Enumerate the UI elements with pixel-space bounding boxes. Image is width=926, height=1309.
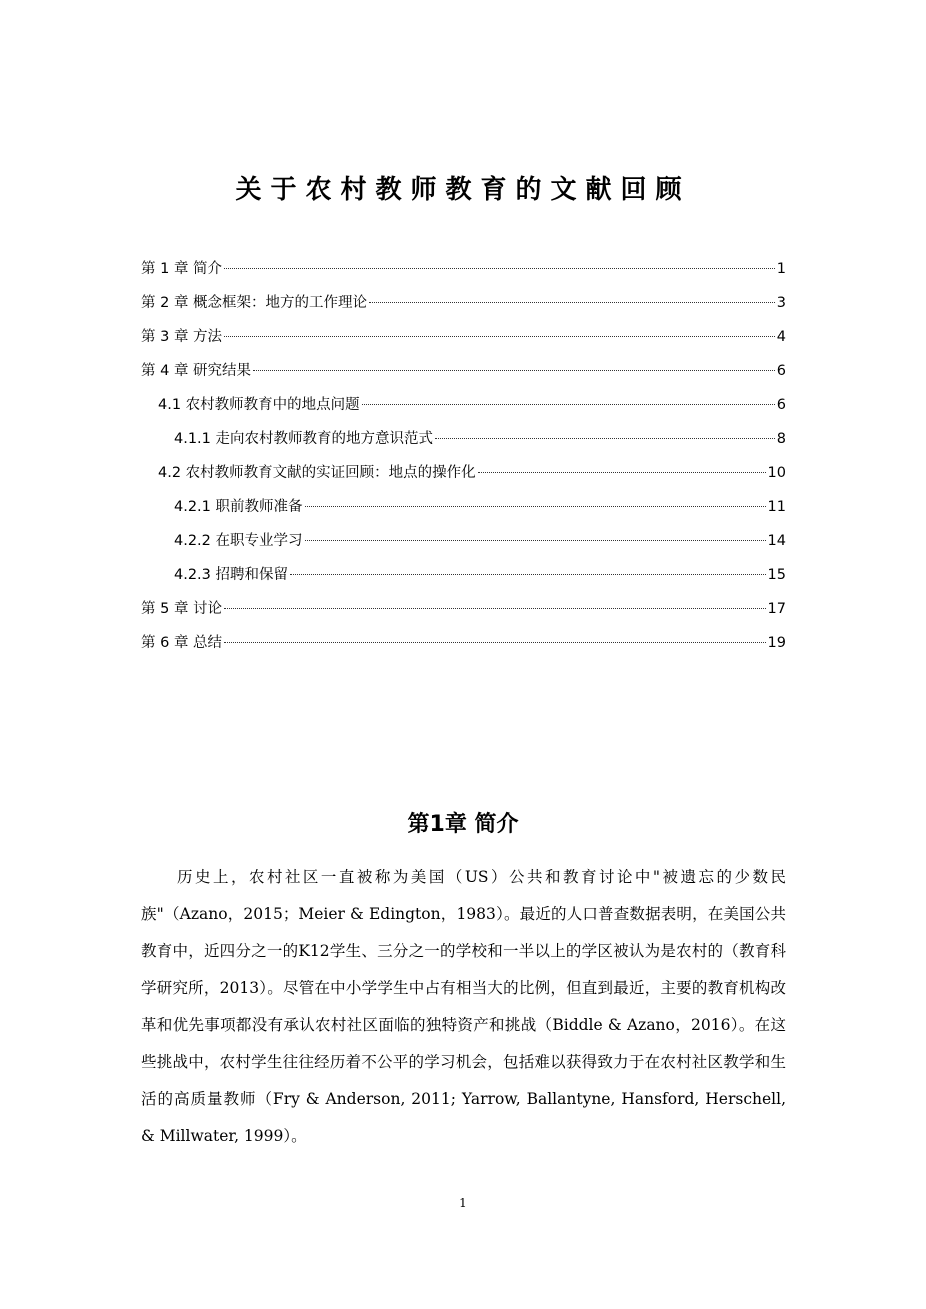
toc-entry-chapter-5[interactable] — [141, 597, 786, 621]
toc-entry-page: 10 — [767, 465, 786, 481]
toc-entry-page: 1 — [776, 261, 786, 277]
toc-dot-leader — [369, 302, 775, 303]
toc-entry-chapter-2[interactable] — [141, 291, 786, 315]
chapter-heading: 第1章 简介 — [407, 812, 519, 837]
toc-dot-leader — [362, 404, 775, 405]
toc-entry-label: 第 2 章 概念框架：地方的工作理论 — [141, 295, 368, 311]
toc-entry-section-4-1-1[interactable] — [141, 427, 786, 451]
toc-entry-section-4-1[interactable] — [141, 393, 786, 417]
toc-entry-label: 第 6 章 总结 — [141, 635, 223, 651]
toc-entry-chapter-1[interactable] — [141, 257, 786, 281]
toc-dot-leader — [435, 438, 775, 439]
toc-entry-page: 8 — [776, 431, 786, 447]
toc-entry-label: 第 1 章 简介 — [141, 261, 223, 277]
toc-entry-page: 11 — [767, 499, 786, 515]
toc-dot-leader — [224, 268, 775, 269]
toc-entry-page: 19 — [767, 635, 786, 651]
toc-dot-leader — [478, 472, 766, 473]
toc-entry-page: 6 — [776, 363, 786, 379]
toc-entry-page: 3 — [776, 295, 786, 311]
toc-entry-section-4-2-1[interactable] — [141, 495, 786, 519]
toc-entry-page: 15 — [767, 567, 786, 583]
toc-entry-page: 14 — [767, 533, 786, 549]
document-title: 关于农村教师教育的文献回顾 — [235, 175, 691, 205]
toc-entry-label: 4.2.1 职前教师准备 — [174, 499, 303, 515]
toc-entry-label: 4.1.1 走向农村教师教育的地方意识范式 — [174, 431, 434, 447]
toc-entry-label: 第 5 章 讨论 — [141, 601, 223, 617]
toc-entry-label: 4.1 农村教师教育中的地点问题 — [158, 397, 360, 413]
toc-dot-leader — [305, 506, 766, 507]
toc-entry-section-4-2[interactable] — [141, 461, 786, 485]
toc-entry-chapter-4[interactable] — [141, 359, 786, 383]
toc-entry-chapter-6[interactable] — [141, 631, 786, 655]
toc-dot-leader — [290, 574, 766, 575]
toc-entry-section-4-2-3[interactable] — [141, 563, 786, 587]
toc-entry-label: 第 3 章 方法 — [141, 329, 223, 345]
toc-entry-chapter-3[interactable] — [141, 325, 786, 349]
toc-dot-leader — [224, 608, 765, 609]
toc-entry-label: 4.2 农村教师教育文献的实证回顾：地点的操作化 — [158, 465, 476, 481]
toc-dot-leader — [224, 642, 765, 643]
toc-entry-page: 17 — [767, 601, 786, 617]
toc-dot-leader — [253, 370, 775, 371]
page-number: 1 — [459, 1196, 467, 1210]
toc-dot-leader — [305, 540, 766, 541]
toc-entry-label: 4.2.3 招聘和保留 — [174, 567, 289, 583]
toc-entry-label: 4.2.2 在职专业学习 — [174, 533, 303, 549]
toc-dot-leader — [224, 336, 775, 337]
toc-entry-label: 第 4 章 研究结果 — [141, 363, 252, 379]
toc-entry-section-4-2-2[interactable] — [141, 529, 786, 553]
body-paragraph: 历史上，农村社区一直被称为美国（US）公共和教育讨论中"被遗忘的少数民族"（Azano，2015；Meier & Edington，1983）。最近的人口普查数据表明，在美国公共教育中，近四分之一的K12学生、三分之一的学校和一半以上的学区被认为是农村的（教育科学研究所，2013）。尽管在中小学学生中占有相当大的比例，但直到最近，主要的教育机构改革和优先事项都没有承认农村社区面临的独特资产和挑战（Biddle & Azano，2016）。在这些挑战中，农村学生往往经历着不公平的学习机会，包括难以获得致力于在农村社区教学和生活的高质量教师（Fry & Anderson, 2011; Yarrow, Ballantyne, Hansford, Herschell, & Millwater, 1999）。 — [141, 868, 786, 1145]
toc-entry-page: 4 — [776, 329, 786, 345]
toc-entry-page: 6 — [776, 397, 786, 413]
